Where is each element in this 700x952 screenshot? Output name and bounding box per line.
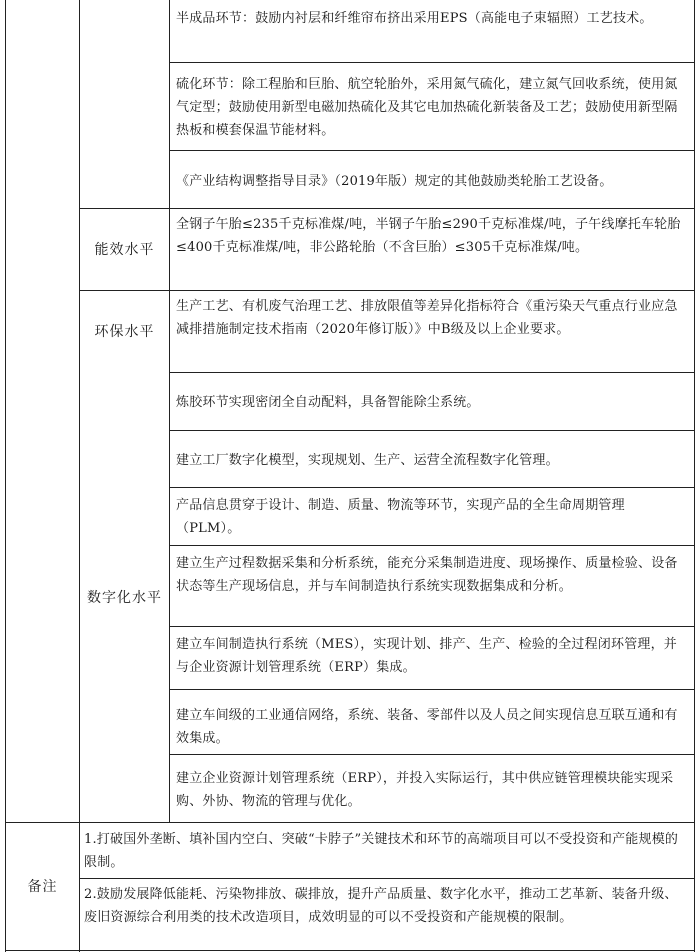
row-divider xyxy=(169,430,695,431)
table-cell: 半成品环节：鼓励内衬层和纤维帘布挤出采用EPS（高能电子束辐照）工艺技术。 xyxy=(176,11,653,26)
column-divider-1 xyxy=(79,0,80,952)
table-border-left xyxy=(5,0,6,952)
row-divider xyxy=(79,290,695,291)
table-cell: 建立车间级的工业通信网络，系统、装备、零部件以及人员之间实现信息互联互通和有效集成。 xyxy=(176,708,678,746)
table-cell: 建立企业资源计划管理系统（ERP），并投入实际运行，其中供应链管理模块能实现采购、外协、物流的管理与优化。 xyxy=(176,771,674,809)
table-cell: 生产工艺、有机废气治理工艺、排放限值等差异化指标符合《重污染天气重点行业应急减排措施制定技术指南（2020年修订版）》中B级及以上企业要求。 xyxy=(176,299,678,337)
table-cell: 硫化环节：除工程胎和巨胎、航空轮胎外，采用氮气硫化，建立氮气回收系统，使用氮气定型；鼓励使用新型电磁加热硫化及其它电加热硫化新装备及工艺；鼓励使用新型隔热板和模套保温节能材料。 xyxy=(176,77,678,138)
row-divider xyxy=(79,878,695,879)
table-cell: 建立生产过程数据采集和分析系统，能充分采集制造进度、现场操作、质量检验、设备状态等生产现场信息，并与车间制造执行系统实现数据集成和分析。 xyxy=(176,556,678,594)
row-divider xyxy=(169,62,695,63)
row-divider xyxy=(169,545,695,546)
table-cell: 炼胶环节实现密闭全自动配料，具备智能除尘系统。 xyxy=(176,395,480,410)
column-divider-2 xyxy=(169,0,170,822)
row-divider xyxy=(169,372,695,373)
row-divider xyxy=(169,626,695,627)
table-cell: 全钢子午胎≤235千克标准煤/吨，半钢子午胎≤290千克标准煤/吨，子午线摩托车轮胎≤400千克标准煤/吨，非公路轮胎（不含巨胎）≤305千克标准煤/吨。 xyxy=(176,217,681,255)
category-label-digital: 数字化水平 xyxy=(87,590,162,606)
row-divider xyxy=(79,208,695,209)
row-divider xyxy=(169,150,695,151)
note-item: 1.打破国外垄断、填补国内空白、突破“卡脖子”关键技术和环节的高端项目可以不受投资和产能规模的限制。 xyxy=(84,832,679,870)
category-label-energy: 能效水平 xyxy=(94,242,155,258)
table-cell: 产品信息贯穿于设计、制造、质量、物流等环节，实现产品的全生命周期管理（PLM）。 xyxy=(176,498,625,536)
table-cell: 建立工厂数字化模型，实现规划、生产、运营全流程数字化管理。 xyxy=(176,453,559,468)
row-divider xyxy=(169,689,695,690)
category-label-environment: 环保水平 xyxy=(94,324,155,340)
table-cell: 建立车间制造执行系统（MES），实现计划、排产、生产、检验的全过程闭环管理，并与企业资源计划管理系统（ERP）集成。 xyxy=(176,637,678,675)
note-item: 2.鼓励发展降低能耗、污染物排放、碳排放，提升产品质量、数字化水平，推动工艺革新、装备升级、废旧资源综合利用类的技术改造项目，成效明显的可以不受投资和产能规模的限制。 xyxy=(84,887,678,925)
row-divider xyxy=(169,487,695,488)
row-divider xyxy=(169,754,695,755)
table-border-right xyxy=(694,0,695,952)
row-divider xyxy=(5,822,695,823)
notes-label: 备注 xyxy=(27,879,58,895)
table-border-bottom xyxy=(5,950,695,951)
table-cell: 《产业结构调整指导目录》（2019年版）规定的其他鼓励类轮胎工艺设备。 xyxy=(176,174,613,189)
